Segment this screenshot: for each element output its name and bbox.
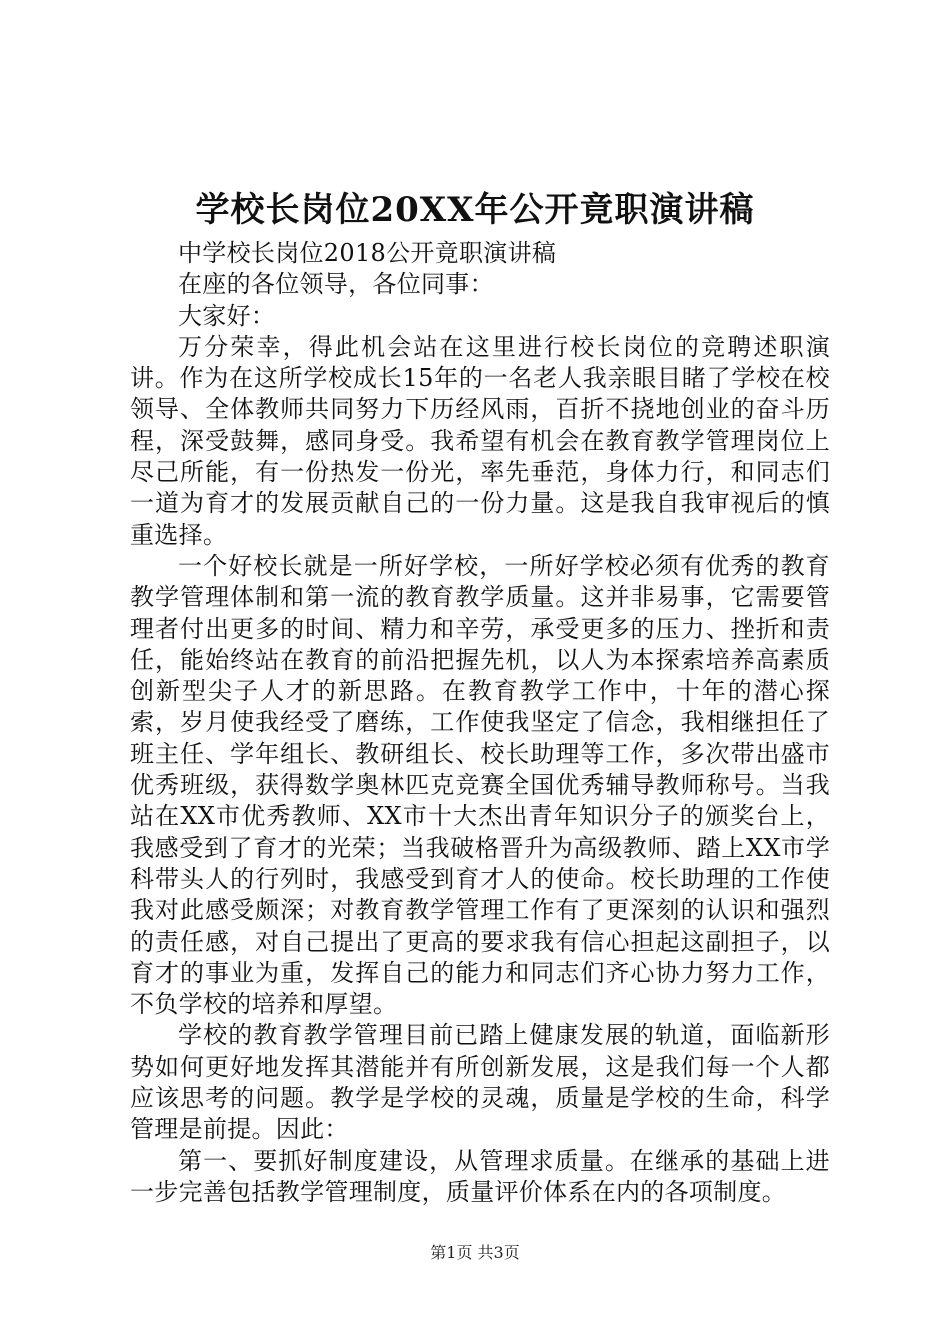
paragraph-subtitle: 中学校长岗位2018公开竟职演讲稿 xyxy=(178,239,557,267)
paragraph-body: 一个好校长就是一所好学校，一所好学校必须有优秀的教育教学管理体制和第一流的教育教学质量。这并非易事，它需要管理者付出更多的时间、精力和辛劳，承受更多的压力、挫折和责任，能始终站在教育的前沿把握先机，以人为本探索培养高素质创新型尖子人才的新思路。在教育教学工作中，十年的潜心探索，岁月使我经受了磨练，工作使我坚定了信念，我相继担任了班主任、学年组长、教研组长、校长助理等工作，多次带出盛市优秀班级，获得数学奥林匹克竞赛全国优秀辅导教师称号。当我站在XX市优秀教师、XX市十大杰出青年知识分子的颁奖台上，我感受到了育才的光荣；当我破格晋升为高级教师、踏上XX市学科带头人的行列时，我感受到育才人的使命。校长助理的工作使我对此感受颇深；对教育教学管理工作有了更深刻的认识和强烈的责任感，对自己提出了更高的要求我有信心担起这副担子，以育才的事业为重，发挥自己的能力和同志们齐心协力努力工作，不负学校的培养和厚望。 xyxy=(130,551,830,1019)
page-number-footer: 第1页 共3页 xyxy=(430,1243,520,1262)
document-title: 学校长岗位20XX年公开竟职演讲稿 xyxy=(195,190,755,230)
paragraph-body: 学校的教育教学管理目前已踏上健康发展的轨道，面临新形势如何更好地发挥其潜能并有所创新发展，这是我们每一个人都应该思考的问题。教学是学校的灵魂，质量是学校的生命，科学管理是前提。因此： xyxy=(130,1021,830,1144)
paragraph-salutation: 在座的各位领导，各位同事： xyxy=(178,270,494,299)
document-body xyxy=(130,238,830,1208)
paragraph-body: 万分荣幸，得此机会站在这里进行校长岗位的竞聘述职演讲。作为在这所学校成长15年的一名老人我亲眼目睹了学校在校领导、全体教师共同努力下历经风雨，百折不挠地创业的奋斗历程，深受鼓舞，感同身受。我希望有机会在教育教学管理岗位上尽己所能，有一份热发一份光，率先垂范，身体力行，和同志们一道为育才的发展贡献自己的一份力量。这是我自我审视后的慎重选择。 xyxy=(130,332,830,549)
paragraph-body: 第一、要抓好制度建设，从管理求质量。在继承的基础上进一步完善包括教学管理制度，质量评价体系在内的各项制度。 xyxy=(130,1146,830,1206)
paragraph-greeting: 大家好： xyxy=(178,301,276,330)
